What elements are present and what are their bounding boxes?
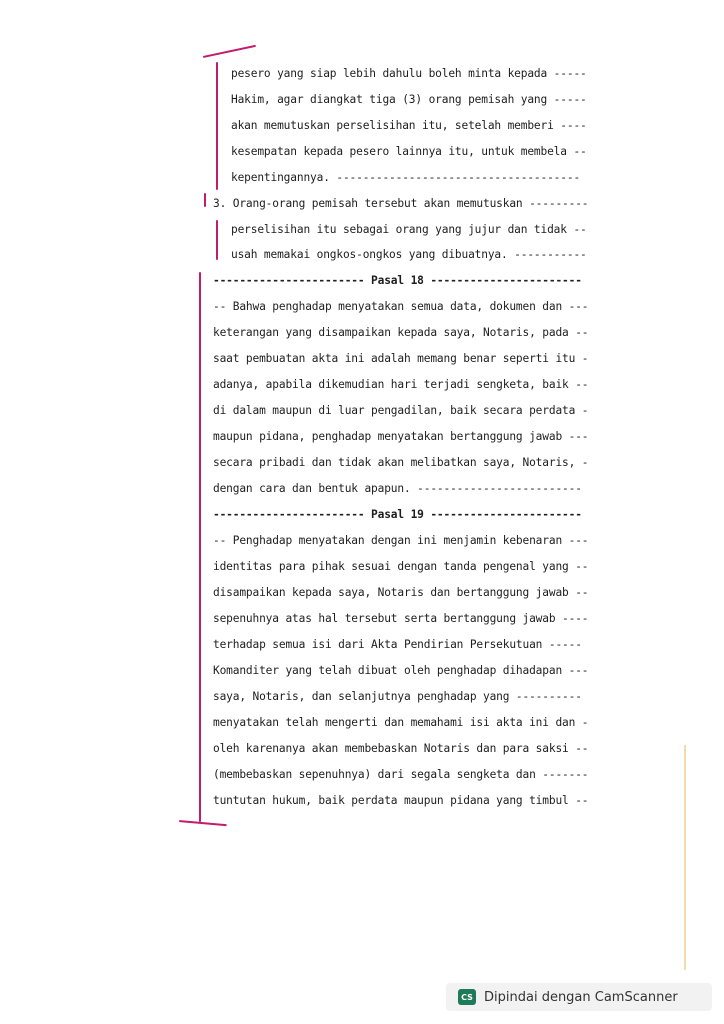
pen-bracket-middle	[216, 220, 218, 260]
text-line: oleh karenanya akan membebaskan Notaris dan para saksi --	[213, 742, 589, 755]
section-heading-pasal-19: ----------------------- Pasal 19 -----------------------	[213, 508, 582, 521]
text-line: identitas para pihak sesuai dengan tanda pengenal yang --	[213, 560, 589, 573]
text-line: akan memutuskan perselisihan itu, setelah memberi ----	[231, 119, 587, 132]
pen-stroke-top	[203, 45, 256, 58]
text-line: secara pribadi dan tidak akan melibatkan saya, Notaris, -	[213, 456, 589, 469]
text-line: Hakim, agar diangkat tiga (3) orang pemisah yang -----	[231, 93, 587, 106]
text-line: -- Penghadap menyatakan dengan ini menjamin kebenaran ---	[213, 534, 589, 547]
text-line: perselisihan itu sebagai orang yang jujur dan tidak --	[231, 223, 587, 236]
text-line: tuntutan hukum, baik perdata maupun pidana yang timbul --	[213, 794, 589, 807]
text-line: sepenuhnya atas hal tersebut serta bertanggung jawab ----	[213, 612, 589, 625]
watermark-text: Dipindai dengan CamScanner	[484, 989, 678, 1005]
section-heading-pasal-18: ----------------------- Pasal 18 -----------------------	[213, 274, 582, 287]
text-line: Komanditer yang telah dibuat oleh penghadap dihadapan ---	[213, 664, 589, 677]
text-line: maupun pidana, penghadap menyatakan bertanggung jawab ---	[213, 430, 589, 443]
text-line: pesero yang siap lebih dahulu boleh minta kepada -----	[231, 67, 587, 80]
pen-tick	[204, 193, 206, 207]
text-line: kepentingannya. -------------------------------------	[231, 171, 581, 184]
camscanner-watermark	[446, 983, 712, 1011]
text-line: (membebaskan sepenuhnya) dari segala sengketa dan -------	[213, 768, 589, 781]
pen-bracket-top	[216, 62, 218, 190]
text-line: keterangan yang disampaikan kepada saya, Notaris, pada --	[213, 326, 589, 339]
pen-stroke-bottom	[179, 820, 227, 826]
text-line: saya, Notaris, dan selanjutnya penghadap yang ----------	[213, 690, 582, 703]
text-line: terhadap semua isi dari Akta Pendirian Persekutuan -----	[213, 638, 582, 651]
text-line: saat pembuatan akta ini adalah memang benar seperti itu -	[213, 352, 589, 365]
text-line: menyatakan telah mengerti dan memahami isi akta ini dan -	[213, 716, 589, 729]
text-line: kesempatan kepada pesero lainnya itu, untuk membela --	[231, 145, 587, 158]
text-line: di dalam maupun di luar pengadilan, baik secara perdata -	[213, 404, 589, 417]
text-line: -- Bahwa penghadap menyatakan semua data, dokumen dan ---	[213, 300, 589, 313]
text-line: usah memakai ongkos-ongkos yang dibuatnya. -----------	[231, 248, 587, 261]
text-line: 3. Orang-orang pemisah tersebut akan memutuskan ---------	[213, 197, 589, 210]
text-line: dengan cara dan bentuk apapun. -------------------------	[213, 482, 582, 495]
text-line: disampaikan kepada saya, Notaris dan bertanggung jawab --	[213, 586, 589, 599]
text-line: adanya, apabila dikemudian hari terjadi sengketa, baik --	[213, 378, 589, 391]
pen-bracket-main	[199, 272, 201, 822]
camscanner-logo-icon: CS	[458, 989, 476, 1005]
page-edge-mark	[684, 745, 686, 970]
